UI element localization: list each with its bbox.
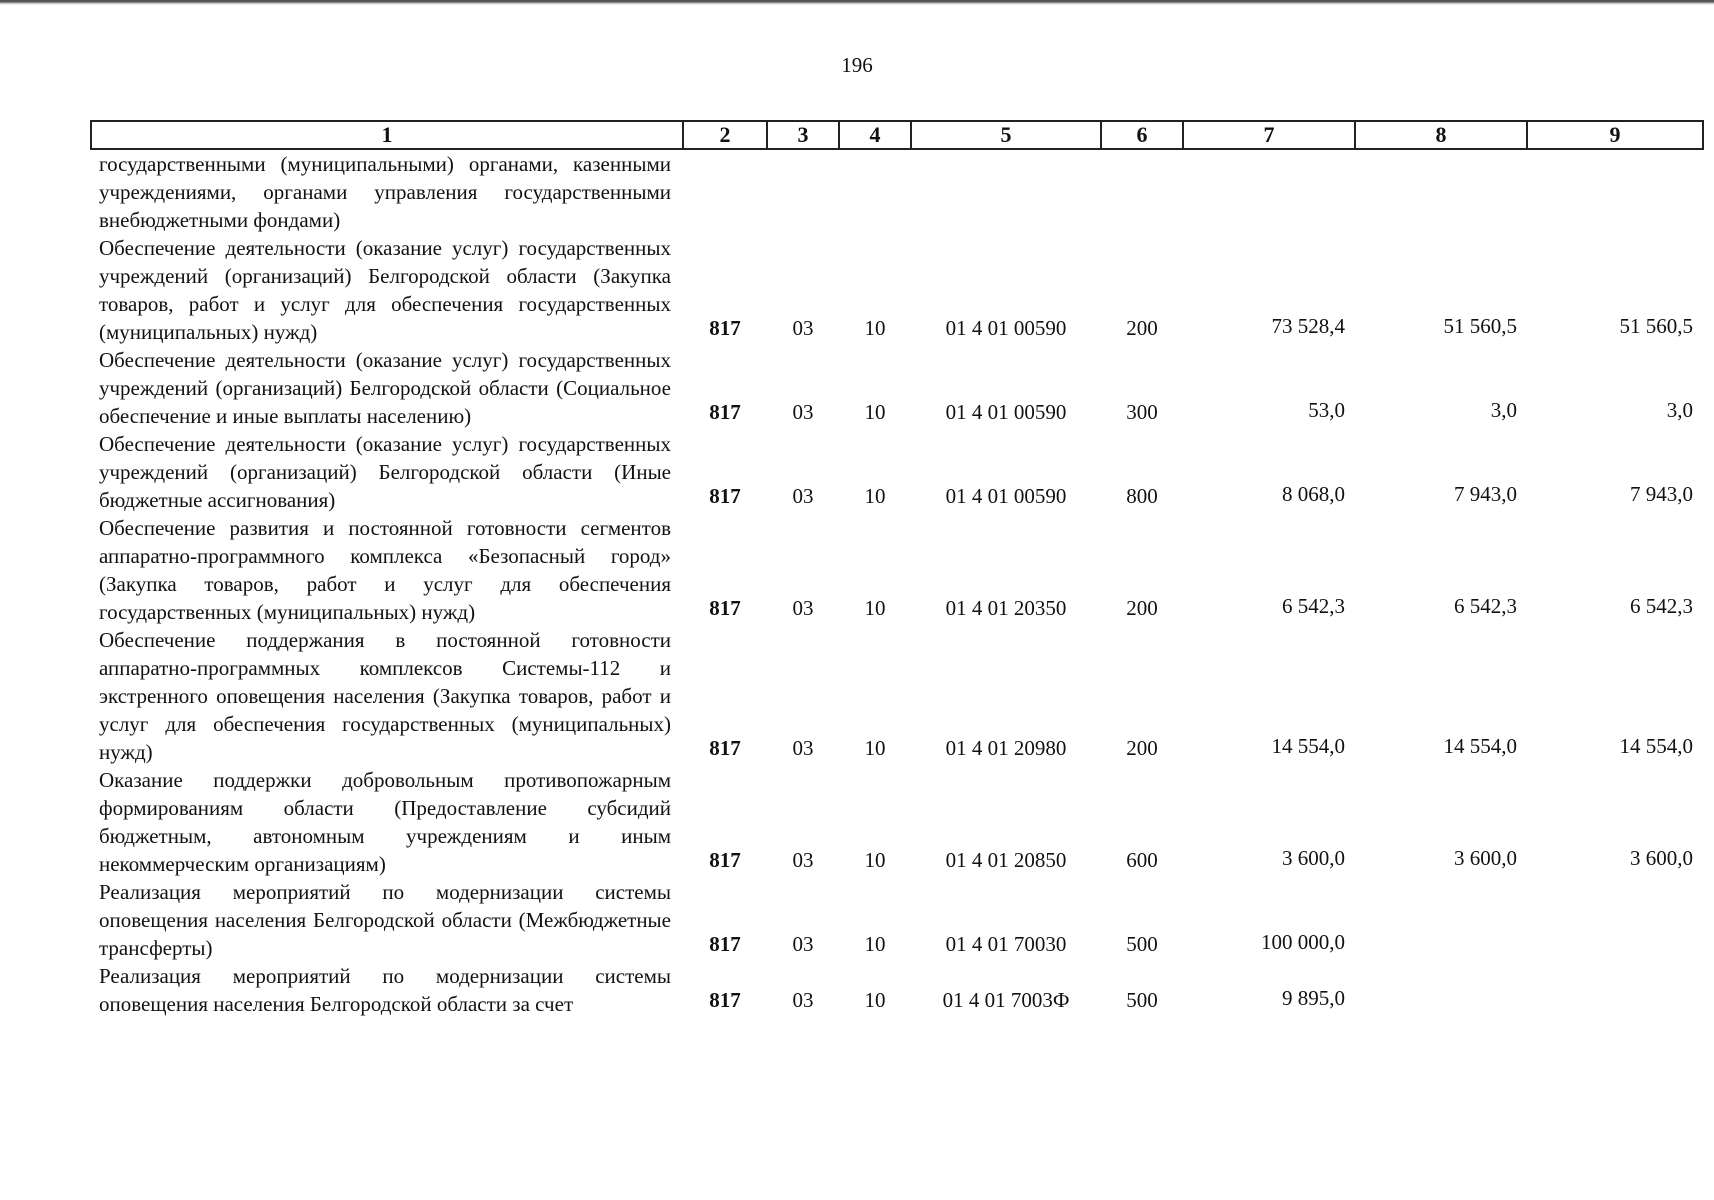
row-admin-code: 817 (709, 400, 741, 424)
top-edge-rule (0, 0, 1714, 5)
row-description: Обеспечение деятельности (оказание услуг) государственных учреждений (организаций) Белгородской области (Социальное обеспечение и иные выплаты населению) (99, 348, 671, 428)
row-amount-col-8: 3,0 (1490, 398, 1517, 422)
header-col-3: 3 (767, 121, 839, 149)
row-amount-col-8 (1355, 878, 1527, 962)
row-target-code: 01 4 01 00590 (945, 400, 1067, 424)
row-amount-col-7: 53,0 (1308, 398, 1345, 422)
row-target-code: 01 4 01 00590 (945, 484, 1067, 508)
row-admin-code: 817 (709, 932, 741, 956)
row-subsection-code: 10 (864, 736, 886, 760)
row-admin-code: 817 (709, 596, 741, 620)
table-row (91, 234, 1703, 346)
table-header-row (91, 121, 1703, 149)
header-col-4: 4 (839, 121, 911, 149)
table-row (91, 149, 1703, 234)
row-section-code: 03 (792, 932, 814, 956)
row-amount-col-8: 6 542,3 (1454, 594, 1517, 618)
table-row (91, 962, 1703, 1018)
header-col-2: 2 (683, 121, 767, 149)
row-target-code: 01 4 01 20850 (945, 848, 1067, 872)
row-admin-code: 817 (709, 848, 741, 872)
row-amount-col-7: 73 528,4 (1271, 314, 1345, 338)
row-amount-col-7: 9 895,0 (1282, 986, 1345, 1010)
row-amount-col-7: 6 542,3 (1282, 594, 1345, 618)
row-expense-type-code: 500 (1126, 988, 1158, 1012)
row-description: Обеспечение деятельности (оказание услуг) государственных учреждений (организаций) Белгородской области (Иные бюджетные ассигнования) (99, 432, 671, 512)
table-row (91, 878, 1703, 962)
row-target-code: 01 4 01 00590 (945, 316, 1067, 340)
row-subsection-code: 10 (864, 988, 886, 1012)
row-target-code (911, 149, 1101, 234)
row-expense-type-code: 600 (1126, 848, 1158, 872)
row-expense-type-code: 200 (1126, 596, 1158, 620)
budget-table (90, 120, 1704, 1018)
row-amount-col-7 (1183, 149, 1355, 234)
row-description: Реализация мероприятий по модернизации системы оповещения населения Белгородской области (Межбюджетные трансферты) (99, 880, 671, 960)
table-body (91, 149, 1703, 1018)
row-amount-col-9: 51 560,5 (1619, 314, 1693, 338)
row-section-code: 03 (792, 848, 814, 872)
row-section-code: 03 (792, 988, 814, 1012)
row-admin-code: 817 (709, 736, 741, 760)
row-target-code: 01 4 01 7003Ф (942, 988, 1070, 1012)
row-amount-col-7: 14 554,0 (1271, 734, 1345, 758)
row-section-code: 03 (792, 596, 814, 620)
row-amount-col-7: 100 000,0 (1261, 930, 1345, 954)
row-amount-col-8: 7 943,0 (1454, 482, 1517, 506)
row-section-code: 03 (792, 400, 814, 424)
row-section-code: 03 (792, 736, 814, 760)
row-expense-type-code (1101, 149, 1183, 234)
row-description: Реализация мероприятий по модернизации системы оповещения населения Белгородской области за счет (99, 964, 671, 1016)
row-amount-col-8 (1355, 149, 1527, 234)
row-section-code: 03 (792, 484, 814, 508)
row-section-code: 03 (792, 316, 814, 340)
row-expense-type-code: 200 (1126, 736, 1158, 760)
row-description: Оказание поддержки добровольным противопожарным формированиям области (Предоставление субсидий бюджетным, автономным учреждениям и иным некоммерческим организациям) (99, 768, 671, 876)
header-col-5: 5 (911, 121, 1101, 149)
row-description: государственными (муниципальными) органами, казенными учреждениями, органами управления государственными внебюджетными фондами) (99, 152, 671, 232)
row-amount-col-8: 14 554,0 (1443, 734, 1517, 758)
row-target-code: 01 4 01 70030 (945, 932, 1067, 956)
row-subsection-code: 10 (864, 932, 886, 956)
table-row (91, 766, 1703, 878)
row-expense-type-code: 200 (1126, 316, 1158, 340)
row-amount-col-9: 3 600,0 (1630, 846, 1693, 870)
row-amount-col-9: 6 542,3 (1630, 594, 1693, 618)
page-number: 196 (841, 53, 873, 77)
header-col-9: 9 (1527, 121, 1703, 149)
row-amount-col-8: 51 560,5 (1443, 314, 1517, 338)
row-amount-col-7: 8 068,0 (1282, 482, 1345, 506)
row-target-code: 01 4 01 20350 (945, 596, 1067, 620)
header-col-6: 6 (1101, 121, 1183, 149)
table-row (91, 514, 1703, 626)
row-amount-col-9: 14 554,0 (1619, 734, 1693, 758)
table-row (91, 626, 1703, 766)
row-subsection-code: 10 (864, 316, 886, 340)
row-amount-col-8: 3 600,0 (1454, 846, 1517, 870)
row-description: Обеспечение развития и постоянной готовности сегментов аппаратно-программного комплекса «Безопасный город» (Закупка товаров, работ и услуг для обеспечения государственных (муниципальных) нужд) (99, 516, 671, 624)
row-target-code: 01 4 01 20980 (945, 736, 1067, 760)
row-subsection-code: 10 (864, 596, 886, 620)
row-description: Обеспечение деятельности (оказание услуг) государственных учреждений (организаций) Белгородской области (Закупка товаров, работ и услуг для обеспечения государственных (муниципальных) нужд) (99, 236, 671, 344)
budget-table-sheet (90, 120, 1702, 1018)
header-col-7: 7 (1183, 121, 1355, 149)
row-admin-code: 817 (709, 316, 741, 340)
row-admin-code (683, 149, 767, 234)
row-section-code (767, 149, 839, 234)
row-amount-col-9: 3,0 (1666, 398, 1693, 422)
header-col-8: 8 (1355, 121, 1527, 149)
table-row (91, 346, 1703, 430)
row-expense-type-code: 300 (1126, 400, 1158, 424)
row-amount-col-9 (1527, 149, 1703, 234)
header-col-1: 1 (91, 121, 683, 149)
row-description: Обеспечение поддержания в постоянной готовности аппаратно-программных комплексов Системы-112 и экстренного оповещения населения (Закупка товаров, работ и услуг для обеспечения государственных (муниципальных) нужд) (99, 628, 671, 764)
row-admin-code: 817 (709, 988, 741, 1012)
table-row (91, 430, 1703, 514)
row-expense-type-code: 800 (1126, 484, 1158, 508)
row-amount-col-8 (1355, 962, 1527, 1018)
row-amount-col-9 (1527, 962, 1703, 1018)
row-subsection-code (839, 149, 911, 234)
row-subsection-code: 10 (864, 484, 886, 508)
row-amount-col-9: 7 943,0 (1630, 482, 1693, 506)
row-expense-type-code: 500 (1126, 932, 1158, 956)
row-amount-col-7: 3 600,0 (1282, 846, 1345, 870)
row-admin-code: 817 (709, 484, 741, 508)
row-subsection-code: 10 (864, 848, 886, 872)
row-subsection-code: 10 (864, 400, 886, 424)
row-amount-col-9 (1527, 878, 1703, 962)
